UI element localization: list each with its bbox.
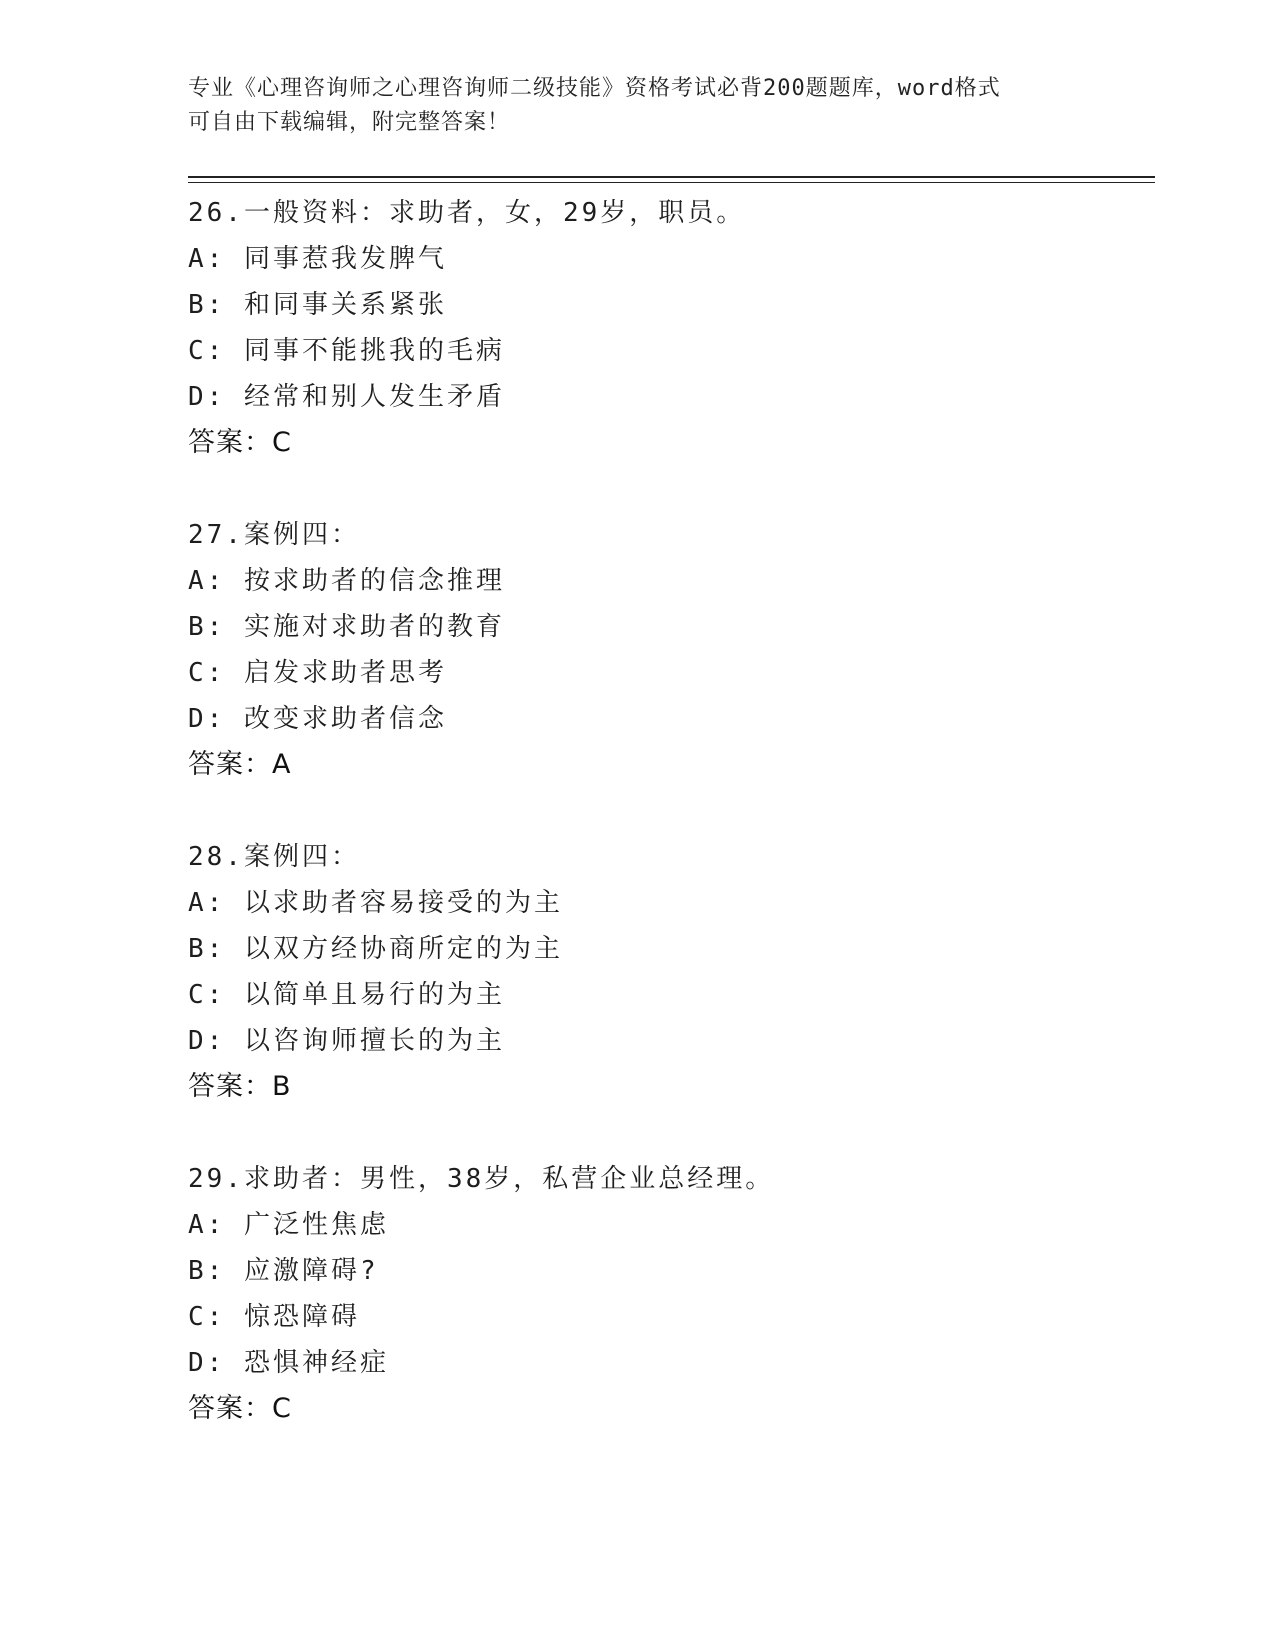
option-b: B: 和同事关系紧张 (188, 290, 447, 320)
answer-label: 答案：C (188, 427, 292, 458)
option-c: C: 同事不能挑我的毛病 (188, 336, 505, 366)
option-d: D: 经常和别人发生矛盾 (188, 382, 505, 412)
question-list (188, 190, 1148, 1478)
question-item (188, 1156, 1148, 1432)
answer-label: 答案：B (188, 1071, 292, 1102)
option-c: C: 启发求助者思考 (188, 658, 447, 688)
question-stem: 29.求助者：男性，38岁，私营企业总经理。 (188, 1164, 775, 1194)
option-c: C: 以简单且易行的为主 (188, 980, 505, 1010)
option-d: D: 恐惧神经症 (188, 1348, 389, 1378)
question-item (188, 512, 1148, 788)
option-b: B: 应激障碍? (188, 1256, 379, 1286)
question-stem: 28.案例四： (188, 842, 360, 872)
header-title-line-2: 可自由下载编辑，附完整答案！ (188, 110, 511, 135)
option-d: D: 改变求助者信念 (188, 704, 447, 734)
header-title-line-1: 专业《心理咨询师之心理咨询师二级技能》资格考试必背200题题库，word格式 (188, 76, 1001, 101)
option-b: B: 实施对求助者的教育 (188, 612, 505, 642)
question-item (188, 190, 1148, 466)
option-a: A: 按求助者的信念推理 (188, 566, 505, 596)
option-a: A: 以求助者容易接受的为主 (188, 888, 563, 918)
header-divider-thin (188, 182, 1155, 183)
answer-label: 答案：A (188, 749, 292, 780)
option-c: C: 惊恐障碍 (188, 1302, 360, 1332)
option-a: A: 广泛性焦虑 (188, 1210, 389, 1240)
option-d: D: 以咨询师擅长的为主 (188, 1026, 505, 1056)
option-b: B: 以双方经协商所定的为主 (188, 934, 563, 964)
question-stem: 27.案例四： (188, 520, 360, 550)
answer-label: 答案：C (188, 1393, 292, 1424)
question-stem: 26.一般资料：求助者，女，29岁，职员。 (188, 198, 746, 228)
header-divider-thick (188, 176, 1155, 178)
option-a: A: 同事惹我发脾气 (188, 244, 447, 274)
document-header (188, 72, 1088, 140)
question-item (188, 834, 1148, 1110)
